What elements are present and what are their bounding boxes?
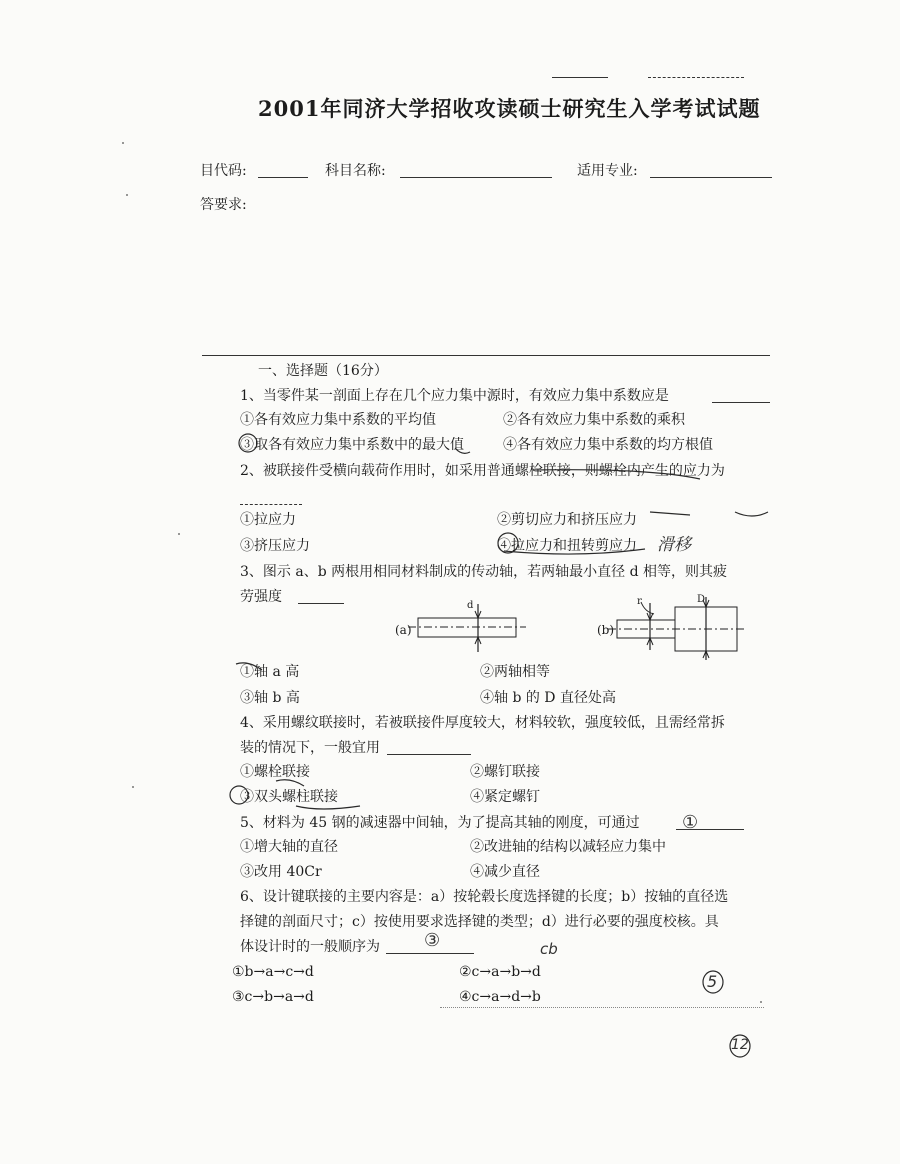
handwriting: ①	[682, 812, 699, 833]
option: ③挤压应力	[240, 538, 310, 554]
handwriting: 滑移	[657, 535, 691, 555]
circle-mark	[230, 786, 248, 804]
section-heading: 一、选择题（16分）	[258, 363, 388, 379]
option: ②c→a→b→d	[459, 964, 541, 980]
option: ①增大轴的直径	[240, 839, 338, 855]
handwriting: cb	[540, 940, 558, 958]
option: ②剪切应力和挤压应力	[497, 512, 637, 528]
question-stem: 择键的剖面尺寸；c）按使用要求选择键的类型；d）进行必要的强度校核。具	[240, 914, 719, 930]
option: ①各有效应力集中系数的平均值	[240, 412, 436, 428]
circle-mark	[239, 434, 257, 452]
option: ①拉应力	[240, 512, 296, 528]
option: ④c→a→d→b	[459, 989, 541, 1005]
option: ③c→b→a→d	[232, 989, 314, 1005]
pen-stroke	[276, 780, 304, 786]
question-stem: 体设计时的一般顺序为	[240, 939, 380, 955]
figure-label-a: (a)	[395, 623, 412, 637]
option: ④各有效应力集中系数的均方根值	[503, 437, 713, 453]
option: ②各有效应力集中系数的乘积	[503, 412, 685, 428]
question-stem: 6、设计键联接的主要内容是：a）按轮毂长度选择键的长度；b）按轴的直径选	[240, 889, 729, 905]
pen-stroke	[236, 663, 262, 670]
underline-mark	[533, 470, 700, 479]
question-stem: 1、当零件某一剖面上存在几个应力集中源时，有效应力集中系数应是	[240, 388, 669, 404]
scan-speck	[126, 194, 128, 196]
underline-mark	[296, 806, 360, 809]
page-title: 2001年同济大学招收攻读硕士研究生入学考试试题	[258, 96, 761, 121]
option: ④减少直径	[470, 864, 540, 880]
option: ③取各有效应力集中系数中的最大值	[240, 437, 464, 453]
handwriting: ③	[424, 930, 441, 951]
option: ③轴 b 高	[240, 690, 300, 706]
option: ④拉应力和扭转剪应力	[497, 538, 637, 554]
scan-speck	[122, 142, 124, 144]
option: ②螺钉联接	[470, 764, 540, 780]
major-label: 适用专业:	[577, 163, 638, 179]
question-stem: 5、材料为 45 钢的减速器中间轴，为了提高其轴的刚度，可通过	[240, 815, 640, 831]
underline-mark	[504, 549, 645, 554]
dim-d-label: d	[467, 600, 474, 611]
requirements-label: 答要求:	[200, 197, 247, 213]
pen-stroke	[650, 512, 690, 515]
scan-speck	[760, 1001, 762, 1003]
question-stem: 装的情况下，一般宜用	[240, 740, 380, 756]
option: ④轴 b 的 D 直径处高	[480, 690, 616, 706]
pen-stroke	[735, 512, 768, 516]
question-stem: 3、图示 a、b 两根用相同材料制成的传动轴，若两轴最小直径 d 相等，则其疲	[240, 564, 727, 580]
option: ②改进轴的结构以减轻应力集中	[470, 839, 666, 855]
question-stem: 4、采用螺纹联接时，若被联接件厚度较大，材料较软，强度较低，且需经常拆	[240, 715, 725, 731]
option: ①b→a→c→d	[232, 964, 314, 980]
option: ②两轴相等	[480, 664, 550, 680]
option: ①轴 a 高	[240, 664, 300, 680]
question-stem: 劳强度	[240, 589, 282, 605]
code-label: 目代码:	[200, 163, 247, 179]
dim-D-label: D	[697, 594, 706, 605]
scan-speck	[178, 533, 180, 535]
circle-mark	[498, 533, 518, 553]
option: ①螺栓联接	[240, 764, 310, 780]
option: ③改用 40Cr	[240, 864, 322, 880]
check-mark	[455, 448, 470, 453]
question-stem: 2、被联接件受横向载荷作用时，如采用普通螺栓联接，则螺栓内产生的应力为	[240, 463, 725, 479]
subject-label: 科目名称:	[325, 163, 386, 179]
scan-speck	[132, 786, 134, 788]
handwriting: 12	[731, 1037, 749, 1053]
option: ③双头螺柱联接	[240, 789, 338, 805]
figure-label-b: (b)	[597, 623, 615, 637]
option: ④紧定螺钉	[470, 789, 540, 805]
handwriting: 5	[707, 972, 718, 991]
dim-r-label: r	[637, 596, 642, 607]
